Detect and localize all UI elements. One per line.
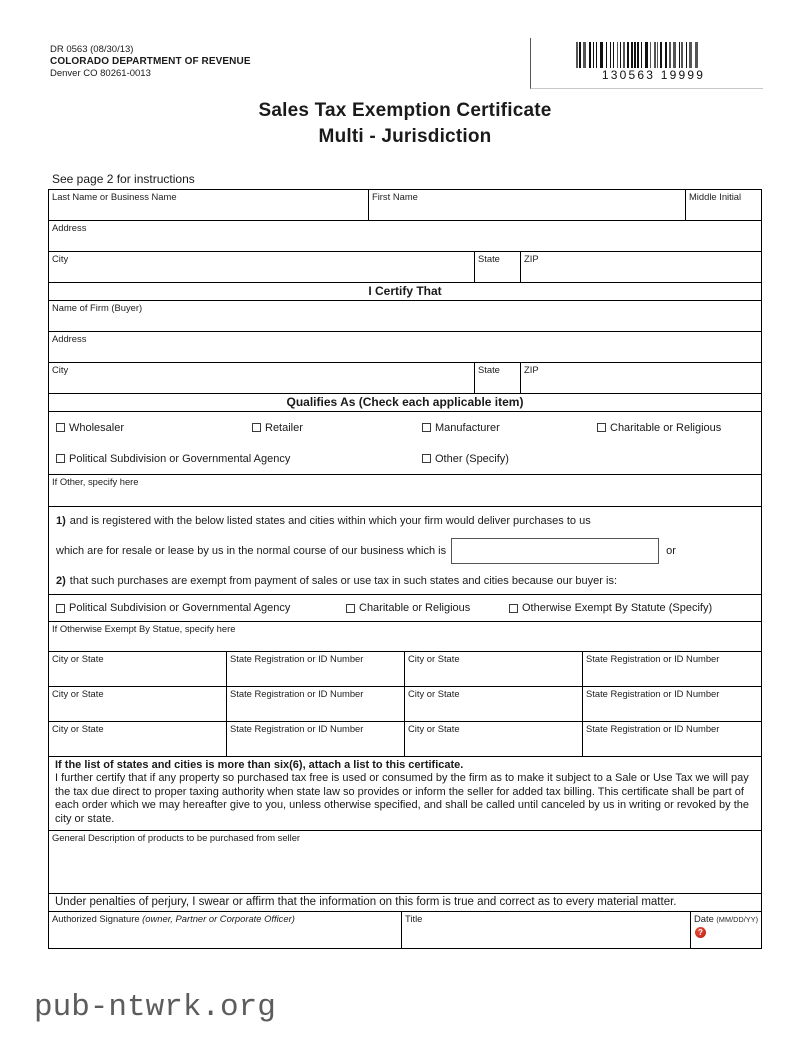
firm-name-field[interactable] [49, 301, 760, 331]
purchaser-address-field[interactable] [49, 221, 760, 251]
checkbox-wholesaler[interactable] [56, 422, 252, 434]
signature-row [49, 912, 761, 948]
grid-cell-label: City or State [408, 723, 460, 734]
form-body [48, 189, 762, 949]
grid-city-state-cell[interactable] [405, 722, 583, 756]
checkbox-label: Political Subdivision or Governmental Agency [69, 602, 291, 614]
checkbox-retailer[interactable] [252, 422, 422, 434]
grid-registration-cell[interactable] [227, 652, 405, 686]
checkbox-political-subdivision[interactable] [56, 453, 422, 465]
grid-cell-label: City or State [52, 688, 104, 699]
firm-address-field[interactable] [49, 332, 760, 362]
checkbox-otherwise-exempt-statute[interactable] [509, 602, 712, 614]
checkbox-label: Charitable or Religious [610, 421, 722, 434]
checkbox-label: Retailer [265, 421, 303, 434]
title-line-1: Sales Tax Exemption Certificate [258, 100, 552, 121]
grid-cell-label: State Registration or ID Number [586, 723, 720, 734]
page-title [0, 98, 810, 149]
grid-cell-label: State Registration or ID Number [230, 723, 364, 734]
checkbox-other-specify[interactable] [422, 453, 509, 465]
purchaser-address-row [49, 221, 761, 252]
grid-cell-label: City or State [52, 723, 104, 734]
grid-registration-cell[interactable] [583, 687, 760, 721]
agency-address: Denver CO 80261-0013 [50, 68, 151, 80]
purchaser-state-field[interactable] [475, 252, 521, 282]
last-name-label: Last Name or Business Name [52, 191, 177, 202]
barcode-block [530, 38, 763, 89]
exempt-checkbox-row [49, 595, 761, 622]
firm-name-row [49, 301, 761, 332]
barcode-icon [576, 42, 728, 68]
certification-body: I further certify that if any property so purchased tax free is used or consumed by the firm as to make it subject to a Sale or Use Tax we will pay the tax due direct to proper taxing authority when state law so provides or inform the seller for added tax billing. This certificate shall be part of each order which we may hereafter give to you, unless otherwise specified, and shall be called until canceled by us in writing or revoked by the city or state. [55, 772, 749, 825]
perjury-cell [49, 894, 760, 911]
general-description-field[interactable] [49, 831, 760, 893]
purchaser-name-row [49, 190, 761, 221]
signature-label-italic: (owner, Partner or Corporate Officer) [142, 913, 295, 925]
first-name-field[interactable] [369, 190, 686, 220]
firm-address-row [49, 332, 761, 363]
general-description-label: General Description of products to be purchased from seller [52, 832, 301, 844]
grid-cell-label: City or State [408, 653, 460, 664]
qualifies-row1-cell [49, 412, 760, 443]
checkbox-charitable-religious[interactable] [597, 422, 721, 434]
perjury-row [49, 894, 761, 912]
checkbox-exempt-charitable-religious[interactable] [346, 602, 509, 614]
clause-1-line-1-row [49, 507, 761, 535]
general-description-row [49, 831, 761, 894]
grid-registration-cell[interactable] [583, 722, 760, 756]
checkbox-label: Otherwise Exempt By Statute (Specify) [522, 602, 713, 614]
clause-1-text-line1: and is registered with the below listed states and cities within which your firm would deliver purchases to us [69, 515, 591, 527]
checkbox-label: Wholesaler [69, 421, 125, 434]
grid-registration-cell[interactable] [227, 722, 405, 756]
checkbox-box-icon[interactable] [422, 423, 431, 432]
qualifies-checkbox-row-1 [49, 412, 761, 443]
purchaser-zip-label: ZIP [524, 253, 539, 264]
clause2-cell [49, 567, 760, 594]
purchaser-city-label: City [52, 253, 69, 264]
form-id: DR 0563 (08/30/13) [50, 44, 134, 55]
date-format-hint: (MM/DD/YY) [716, 915, 759, 925]
date-label-main: Date [694, 913, 714, 925]
grid-cell-label: City or State [408, 688, 460, 699]
clause-1-text-line2-after: or [666, 545, 676, 557]
firm-city-label: City [52, 364, 69, 375]
if-otherwise-exempt-field[interactable] [49, 622, 760, 651]
if-otherwise-exempt-label: If Otherwise Exempt By Statue, specify here [52, 623, 236, 634]
checkbox-label: Other (Specify) [435, 452, 509, 465]
firm-state-label: State [478, 364, 500, 375]
table-row [49, 687, 761, 722]
perjury-statement: Under penalties of perjury, I swear or affirm that the information on this form is true and correct as to every material matter. [55, 896, 677, 909]
purchaser-state-label: State [478, 253, 500, 264]
authorized-signature-field[interactable] [49, 912, 402, 948]
checkbox-box-icon[interactable] [597, 423, 606, 432]
checkbox-box-icon[interactable] [252, 423, 261, 432]
firm-zip-field[interactable] [521, 363, 760, 393]
checkbox-box-icon[interactable] [56, 604, 65, 613]
firm-city-row [49, 363, 761, 394]
checkbox-box-icon[interactable] [56, 423, 65, 432]
qualifies-band: Qualifies As (Check each applicable item) [49, 394, 761, 412]
grid-cell-label: State Registration or ID Number [586, 653, 720, 664]
last-name-field[interactable] [49, 190, 369, 220]
checkbox-label: Charitable or Religious [359, 602, 471, 614]
certification-bold-line: If the list of states and cities is more than six(6), attach a list to this certificate. [55, 759, 464, 771]
checkbox-box-icon[interactable] [509, 604, 518, 613]
clause1-line1-cell [49, 507, 760, 535]
purchaser-city-row [49, 252, 761, 283]
grid-city-state-cell[interactable] [49, 722, 227, 756]
clause-1-line-2-row [49, 535, 761, 567]
purchaser-address-label: Address [52, 222, 87, 233]
grid-cell-label: State Registration or ID Number [230, 688, 364, 699]
checkbox-manufacturer[interactable] [422, 422, 597, 434]
barcode-number: 130563 19999 [601, 68, 706, 82]
title-field[interactable] [402, 912, 691, 948]
firm-city-field[interactable] [49, 363, 475, 393]
table-row [49, 652, 761, 687]
grid-registration-cell[interactable] [227, 687, 405, 721]
checkbox-box-icon[interactable] [422, 454, 431, 463]
title-label: Title [405, 913, 423, 925]
clause-2-row [49, 567, 761, 595]
firm-name-label: Name of Firm (Buyer) [52, 302, 143, 313]
if-otherwise-exempt-row [49, 622, 761, 652]
grid-registration-cell[interactable] [583, 652, 760, 686]
grid-cell-label: State Registration or ID Number [586, 688, 720, 699]
checkbox-box-icon[interactable] [56, 454, 65, 463]
grid-cell-label: State Registration or ID Number [230, 653, 364, 664]
help-question-icon[interactable]: ? [695, 927, 706, 938]
checkbox-box-icon[interactable] [346, 604, 355, 613]
certification-cell [49, 757, 760, 830]
checkbox-exempt-political-subdivision[interactable] [56, 602, 346, 614]
grid-cell-label: City or State [52, 653, 104, 664]
date-field[interactable] [691, 912, 760, 948]
if-other-field[interactable] [49, 475, 760, 506]
qualifies-row2-cell [49, 443, 760, 474]
watermark: pub-ntwrk.org [34, 990, 276, 1025]
checkbox-label: Manufacturer [435, 421, 500, 434]
clause-1-text-line2-before: which are for resale or lease by us in the normal course of our business which is [56, 545, 447, 557]
date-label [694, 914, 760, 925]
grid-city-state-cell[interactable] [405, 652, 583, 686]
clause1-line2-cell [49, 535, 760, 567]
firm-address-label: Address [52, 333, 87, 344]
title-line-2: Multi - Jurisdiction [318, 125, 492, 147]
clause-2-text: that such purchases are exempt from payment of sales or use tax in such states and cities because our buyer is: [69, 574, 618, 587]
middle-initial-field[interactable] [686, 190, 760, 220]
if-other-row [49, 475, 761, 507]
certify-band: I Certify That [49, 283, 761, 301]
firm-state-field[interactable] [475, 363, 521, 393]
clause-2-number: 2) [56, 574, 66, 587]
agency-name: COLORADO DEPARTMENT OF REVENUE [50, 55, 251, 67]
middle-initial-label: Middle Initial [689, 191, 742, 202]
form-header-block [50, 44, 251, 80]
table-row [49, 722, 761, 757]
if-other-label: If Other, specify here [52, 476, 139, 487]
clause-1-number: 1) [56, 515, 66, 527]
exempt-row-cell [49, 595, 760, 621]
business-type-input[interactable] [451, 538, 659, 564]
qualifies-checkbox-row-2 [49, 443, 761, 475]
signature-label-main: Authorized Signature [52, 913, 140, 925]
instructions-note: See page 2 for instructions [52, 172, 195, 186]
grid-city-state-cell[interactable] [405, 687, 583, 721]
certification-row [49, 757, 761, 831]
purchaser-zip-field[interactable] [521, 252, 760, 282]
firm-zip-label: ZIP [524, 364, 539, 375]
first-name-label: First Name [372, 191, 418, 202]
purchaser-city-field[interactable] [49, 252, 475, 282]
authorized-signature-label [52, 914, 401, 925]
grid-city-state-cell[interactable] [49, 687, 227, 721]
grid-city-state-cell[interactable] [49, 652, 227, 686]
checkbox-label: Political Subdivision or Governmental Agency [69, 452, 291, 465]
